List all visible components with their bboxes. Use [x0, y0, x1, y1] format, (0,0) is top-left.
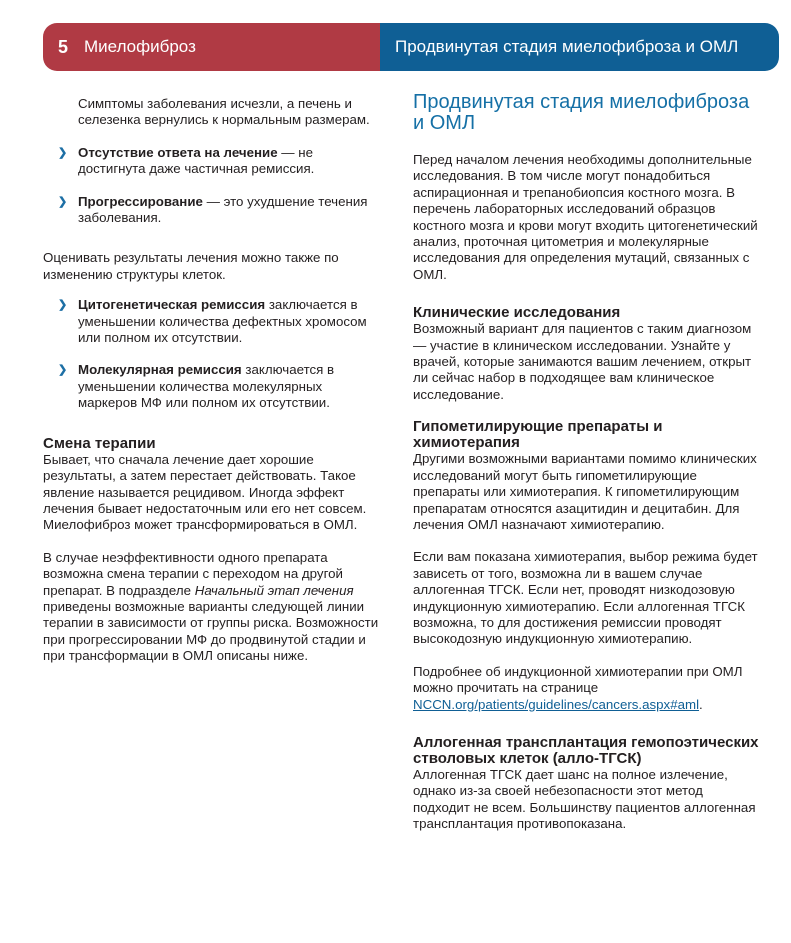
bullet-progression: [43, 194, 383, 227]
chevron-right-icon: ❯: [58, 195, 68, 208]
para-text: .: [699, 696, 703, 712]
left-column: [43, 96, 383, 665]
bullet-text: — не достигнута даже частичная ремиссия.: [78, 144, 315, 177]
chevron-right-icon: ❯: [58, 299, 68, 312]
para-text: приведены возможные варианты следующей линии терапии в зависимости от группы риска. Возможности при прогрессировании МФ до продвинутой стадии и при трансформации в ОМЛ описаны ниже.: [43, 598, 379, 664]
para-emphasis: Начальный этап лечения: [194, 582, 354, 598]
section-title: Миелофиброз: [84, 37, 196, 56]
hypo-heading: Гипометилирующие препараты и химиотерапия: [413, 418, 663, 452]
bullet-molecular: [43, 362, 383, 411]
bullet-text: заключается в уменьшении количества молекулярных маркеров МФ или полном их отсутствии.: [78, 362, 335, 411]
allo-paragraph: Аллогенная ТГСК дает шанс на полное излечение, однако из-за своей небезопасности этот метод подходит не всем. Большинству пациентов аллогенная трансплантация противопоказана.: [413, 766, 756, 832]
bullet-no-response: [43, 145, 383, 178]
intro-paragraph: Перед началом лечения необходимы дополнительные исследования. В том числе могут понадобиться аспирационная и трепанобиопсия костного мозга. В перечень лабораторных исследований образцов костного мозга и крови могут входить цитогенетический анализ, проточная цитометрия и молекулярные исследования для определения мутаций, связанных с ОМЛ.: [413, 152, 758, 282]
change-therapy-para2: [43, 550, 383, 665]
nccn-link[interactable]: NCCN.org/patients/guidelines/cancers.aspx#aml: [413, 696, 700, 712]
chevron-right-icon: ❯: [58, 146, 68, 159]
page-number: 5: [58, 36, 69, 57]
trials-heading: Клинические исследования: [413, 304, 621, 322]
eval-paragraph: Оценивать результаты лечения можно также по изменению структуры клеток.: [43, 250, 339, 282]
chapter-title: Продвинутая стадия миелофиброза и ОМЛ: [380, 23, 779, 71]
bullet-term: Отсутствие ответа на лечение: [78, 144, 278, 160]
hypo-paragraph-2: Если вам показана химиотерапия, выбор режима будет зависеть от того, возможна ли в вашем случае аллогенная ТГСК. Если нет, проводят низкодозовую индукционную химиотерапию. Если аллогенная ТГСК возможна, то для достижения ремиссии проводят высокодозную индукционную химиотерапию.: [413, 549, 758, 647]
main-heading: Продвинутая стадия миелофиброза и ОМЛ: [413, 91, 750, 134]
bullet-term: Цитогенетическая ремиссия: [78, 297, 266, 313]
header-section: [43, 23, 380, 71]
trials-paragraph: Возможный вариант для пациентов с таким диагнозом — участие в клиническом исследовании. Узнайте у врачей, которые занимаются вашим лечением, открыт ли сейчас набор в подходящее вам клиническое исследование.: [413, 321, 752, 402]
chevron-right-icon: ❯: [58, 364, 68, 377]
intro-continuation: Симптомы заболевания исчезли, а печень и селезенка вернулись к нормальным размерам.: [78, 96, 370, 128]
change-therapy-para1: Бывает, что сначала лечение дает хорошие результаты, а затем перестает действовать. Такое явление называется рецидивом. Иногда эффект лечения бывает недостаточным или его нет совсем. Миелофиброз может трансформироваться в ОМЛ.: [43, 451, 367, 533]
bullet-term: Прогрессирование: [78, 193, 203, 209]
bullet-cytogenetic: [43, 297, 383, 346]
hypo-paragraph-3: [413, 664, 763, 713]
allo-heading: Аллогенная трансплантация гемопоэтических стволовых клеток (алло-ТГСК): [413, 733, 759, 767]
para-text: Подробнее об индукционной химиотерапии при ОМЛ можно прочитать на странице: [413, 663, 743, 696]
change-therapy-heading: Смена терапии: [43, 434, 156, 452]
hypo-paragraph-1: Другими возможными вариантами помимо клинических исследований могут быть гипометилирующие препараты или химиотерапия. К гипометилирующим препаратам относятся азацитидин и децитабин. Для лечения ОМЛ назначают химиотерапию.: [413, 451, 757, 532]
right-column: [413, 92, 763, 833]
bullet-text: заключается в уменьшении количества дефектных хромосом или полном их отсутствии.: [78, 297, 367, 346]
para-text: В случае неэффективности одного препарата возможна смена терапии с переходом на другой препарат. В подразделе: [43, 549, 343, 598]
page-header: [43, 23, 779, 71]
bullet-text: — это ухудшение течения заболевания.: [78, 193, 368, 226]
bullet-term: Молекулярная ремиссия: [78, 362, 242, 378]
